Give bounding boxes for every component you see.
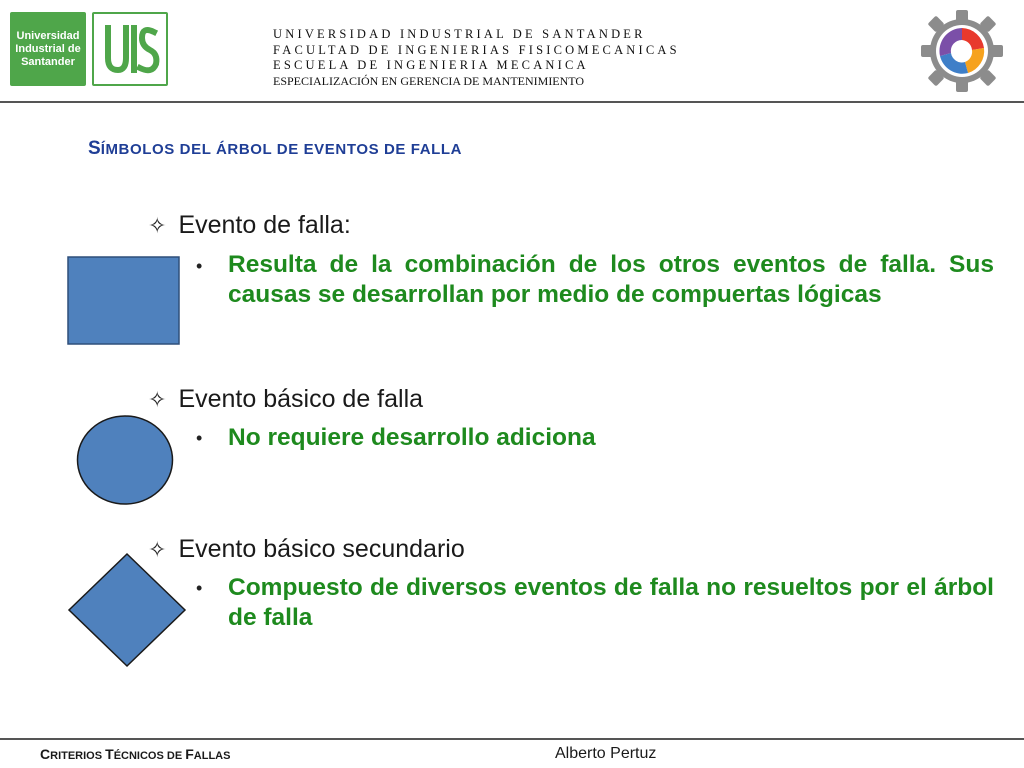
section-description: No requiere desarrollo adiciona (228, 424, 596, 451)
footer-title-part: C (40, 746, 51, 762)
logo-line: Industrial de (15, 42, 81, 55)
section-heading (148, 535, 465, 564)
uis-emblem-icon (94, 14, 166, 84)
four-point-star-icon: ✧ (148, 387, 167, 412)
four-point-star-icon: ✧ (148, 537, 167, 562)
gear-logo (918, 6, 1006, 96)
logo-line: Santander (21, 55, 75, 68)
basic-event-circle-symbol (76, 415, 174, 505)
footer-title-part: F (185, 746, 194, 762)
institution-header (273, 27, 833, 89)
institution-line: FACULTAD DE INGENIERIAS FISICOMECANICAS (273, 42, 680, 57)
footer-title-part: RITERIOS (50, 750, 106, 762)
uis-emblem-logo (92, 12, 168, 86)
section-heading-text: Evento básico secundario (178, 535, 465, 563)
footer-title-part: ALLAS (193, 750, 231, 762)
fault-event-rectangle-symbol (67, 256, 181, 346)
section-description: Compuesto de diversos eventos de falla no resueltos por el árbol de falla (228, 574, 994, 631)
header-divider (0, 101, 1024, 103)
institution-line: UNIVERSIDAD INDUSTRIAL DE SANTANDER (273, 27, 646, 41)
bullet-dot-icon: • (196, 428, 203, 448)
slide-title-initial: S (88, 138, 101, 159)
section-heading (148, 211, 351, 240)
institution-line: ESCUELA DE INGENIERIA MECANICA (273, 58, 589, 72)
bullet-dot-icon: • (196, 256, 203, 276)
section-description: Resulta de la combinación de los otros eventos de falla. Sus causas se desarrollan por medio de compuertas lógicas (228, 251, 994, 308)
gear-icon (918, 6, 1006, 96)
bullet-dot-icon: • (196, 578, 203, 598)
logo-line: Universidad (16, 29, 80, 42)
footer-title-part: ÉCNICOS DE (113, 750, 186, 762)
four-point-star-icon: ✧ (148, 213, 167, 238)
uis-logo-text (10, 12, 86, 86)
footer-divider (0, 738, 1024, 740)
section-heading-text: Evento básico de falla (178, 385, 424, 413)
section-heading-text: Evento de falla: (178, 211, 351, 239)
footer-title (40, 746, 230, 762)
slide-title (88, 138, 462, 160)
section-heading (148, 385, 423, 414)
footer-author: Alberto Pertuz (555, 745, 657, 762)
institution-line: ESPECIALIZACIÓN EN GERENCIA DE MANTENIMIENTO (273, 73, 585, 88)
secondary-event-diamond-symbol (67, 552, 187, 668)
footer-title-part: T (105, 746, 114, 762)
slide-title-rest: ÍMBOLOS DEL ÁRBOL DE EVENTOS DE FALLA (100, 141, 463, 158)
